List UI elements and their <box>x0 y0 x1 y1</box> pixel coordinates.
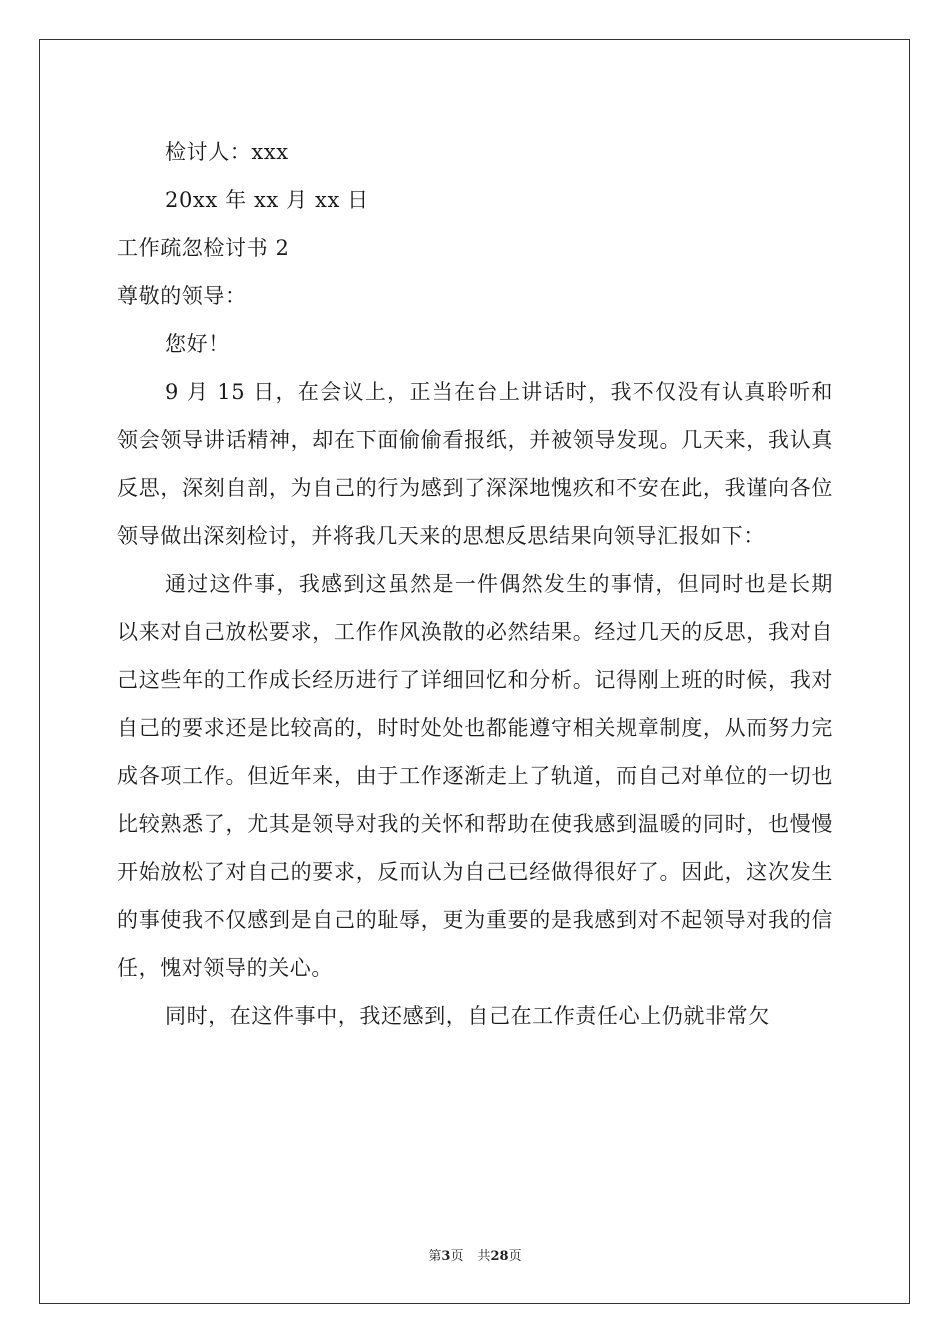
page-footer <box>0 1247 950 1267</box>
document-title: 工作疏忽检讨书 2 <box>117 236 290 260</box>
paragraph-3: 同时，在这件事中，我还感到，自己在工作责任心上仍就非常欠 <box>165 1004 770 1028</box>
total-prefix: 共 <box>477 1249 491 1264</box>
paragraph-2: 通过这件事，我感到这虽然是一件偶然发生的事情，但同时也是长期以来对自己放松要求，工作作风涣散的必然结果。经过几天的反思，我对自己这些年的工作成长经历进行了详细回忆和分析。记得刚上班的时候，我对自己的要求还是比较高的，时时处处也都能遵守相关规章制度，从而努力完成各项工作。但近年来，由于工作逐渐走上了轨道，而自己对单位的一切也比较熟悉了，尤其是领导对我的关怀和帮助在使我感到温暖的同时，也慢慢开始放松了对自己的要求，反而认为自己已经做得很好了。因此，这次发生的事使我不仅感到是自己的耻辱，更为重要的是我感到对不起领导对我的信任，愧对领导的关心。 <box>117 572 833 980</box>
signer-line: 检讨人：xxx <box>165 140 289 164</box>
total-suffix: 页 <box>508 1249 522 1264</box>
date-line: 20xx 年 xx 月 xx 日 <box>165 188 369 212</box>
document-body <box>117 128 833 1040</box>
page-total: 28 <box>490 1249 509 1264</box>
paragraph-1: 9 月 15 日，在会议上，正当在台上讲话时，我不仅没有认真聆听和领会领导讲话精神，却在下面偷偷看报纸，并被领导发现。几天来，我认真反思，深刻自剖，为自己的行为感到了深深地愧疚和不安在此，我谨向各位领导做出深刻检讨，并将我几天来的思想反思结果向领导汇报如下： <box>117 380 833 548</box>
greeting: 您好！ <box>165 332 230 356</box>
salutation: 尊敬的领导： <box>117 284 247 308</box>
page-suffix: 页 <box>450 1249 464 1264</box>
page-current: 3 <box>441 1249 451 1264</box>
page-prefix: 第 <box>428 1249 442 1264</box>
